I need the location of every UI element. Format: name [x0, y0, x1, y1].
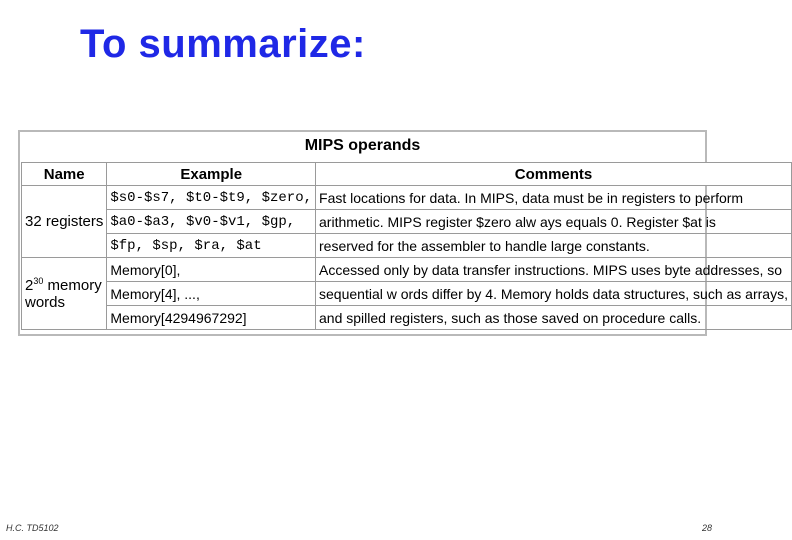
table-caption: MIPS operands: [304, 137, 421, 154]
header-example: Example: [107, 163, 316, 186]
comment-line: reserved for the assembler to handle large constants.: [316, 234, 792, 258]
memory-label: memory: [43, 277, 102, 294]
table-row: [22, 282, 792, 306]
table-row: [22, 234, 792, 258]
page-number: 28: [701, 523, 712, 533]
memory-label-line2: words: [25, 294, 66, 311]
slide-title: To summarize:: [80, 22, 366, 66]
comment-line: Accessed only by data transfer instructions. MIPS uses byte addresses, so: [316, 258, 792, 282]
header-name: Name: [22, 163, 107, 186]
example-line: $fp, $sp, $ra, $at: [107, 234, 316, 258]
row-name-memory: [22, 258, 107, 330]
operands-grid: [21, 162, 792, 330]
memory-exponent: 30: [33, 276, 44, 286]
example-line: $a0-$a3, $v0-$v1, $gp,: [107, 210, 316, 234]
table-row: [22, 210, 792, 234]
comment-line: sequential w ords differ by 4. Memory holds data structures, such as arrays,: [316, 282, 792, 306]
example-line: Memory[0],: [107, 258, 316, 282]
comment-line: and spilled registers, such as those saved on procedure calls.: [316, 306, 792, 330]
mips-operands-table: [18, 130, 788, 336]
footer-course-code: H.C. TD5102: [6, 523, 59, 533]
memory-base: 2: [25, 277, 34, 294]
example-line: $s0-$s7, $t0-$t9, $zero,: [107, 186, 316, 210]
comment-line: arithmetic. MIPS register $zero alw ays equals 0. Register $at is: [316, 210, 792, 234]
row-name-registers: 32 registers: [22, 186, 107, 258]
example-line: Memory[4294967292]: [107, 306, 316, 330]
header-row: [22, 163, 792, 186]
comment-line: Fast locations for data. In MIPS, data must be in registers to perform: [316, 186, 792, 210]
header-comments: Comments: [316, 163, 792, 186]
table-row: [22, 306, 792, 330]
example-line: Memory[4], ...,: [107, 282, 316, 306]
table-row: [22, 186, 792, 210]
table-row: [22, 258, 792, 282]
